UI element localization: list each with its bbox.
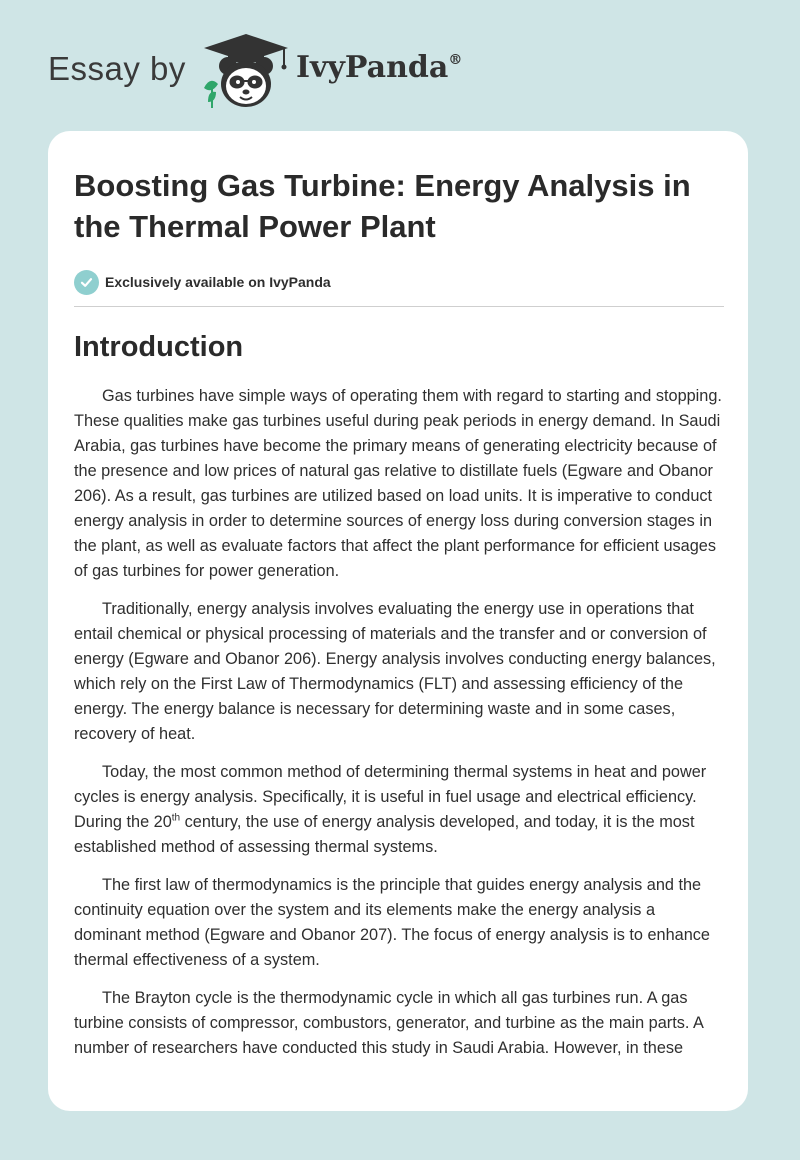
paragraph-text-before: Today, the most common method of determining thermal systems in heat and power cycles is energy analysis. Specifically, it is useful in fuel usage and electrical efficiency. During the 20 (74, 763, 707, 831)
paragraph: The Brayton cycle is the thermodynamic cycle in which all gas turbines run. A gas turbine consists of compressor, combustors, generator, and turbine as the main parts. A number of researchers have conducted this study in Saudi Arabia. However, in these (74, 989, 703, 1057)
registered-mark: ® (448, 52, 463, 68)
section-heading: Introduction (74, 331, 244, 363)
essay-title: Boosting Gas Turbine: Energy Analysis in the Thermal Power Plant (74, 168, 691, 244)
site-header (0, 0, 800, 120)
panda-logo-icon[interactable] (200, 32, 292, 112)
brand-text: IvyPanda (296, 50, 449, 85)
exclusive-badge (74, 269, 724, 295)
check-icon (74, 270, 99, 295)
paragraph: Gas turbines have simple ways of operating them with regard to starting and stopping. These qualities make gas turbines useful during peak periods in energy demand. In Saudi Arabia, gas turbines have become the primary means of generating electricity because of the presence and low prices of natural gas relative to distillate fuels (Egware and Obanor 206). As a result, gas turbines are utilized based on load units. It is imperative to conduct energy analysis in order to determine sources of energy loss during conversion stages in the plant, as well as evaluate factors that affect the plant performance for efficient usages of gas turbines for power generation. (74, 387, 722, 580)
essay-body (74, 384, 724, 1061)
essay-by-label: Essay by (48, 50, 186, 87)
paragraph: Traditionally, energy analysis involves evaluating the energy use in operations that entail chemical or physical processing of materials and the transfer and or conversion of energy (Egware and Obanor 206). Energy analysis involves conducting energy balances, which rely on the First Law of Thermodynamics (FLT) and assessing efficiency of the energy. The energy balance is necessary for determining waste and in some cases, recovery of heat. (74, 600, 716, 743)
paragraph-text-after: century, the use of energy analysis developed, and today, it is the most established method of assessing thermal systems. (74, 813, 695, 856)
essay-content (74, 165, 724, 1074)
leaf-icon (204, 81, 218, 108)
essay-card (48, 131, 748, 1111)
brand-name[interactable] (296, 50, 462, 85)
ordinal-suffix: th (171, 812, 181, 824)
exclusive-label: Exclusively available on IvyPanda (105, 274, 331, 290)
divider (74, 306, 724, 307)
paragraph: The first law of thermodynamics is the principle that guides energy analysis and the continuity equation over the system and its elements make the energy analysis a dominant method (Egware and Obanor 207). The focus of energy analysis is to enhance thermal effectiveness of a system. (74, 876, 710, 969)
paragraph (74, 760, 724, 860)
